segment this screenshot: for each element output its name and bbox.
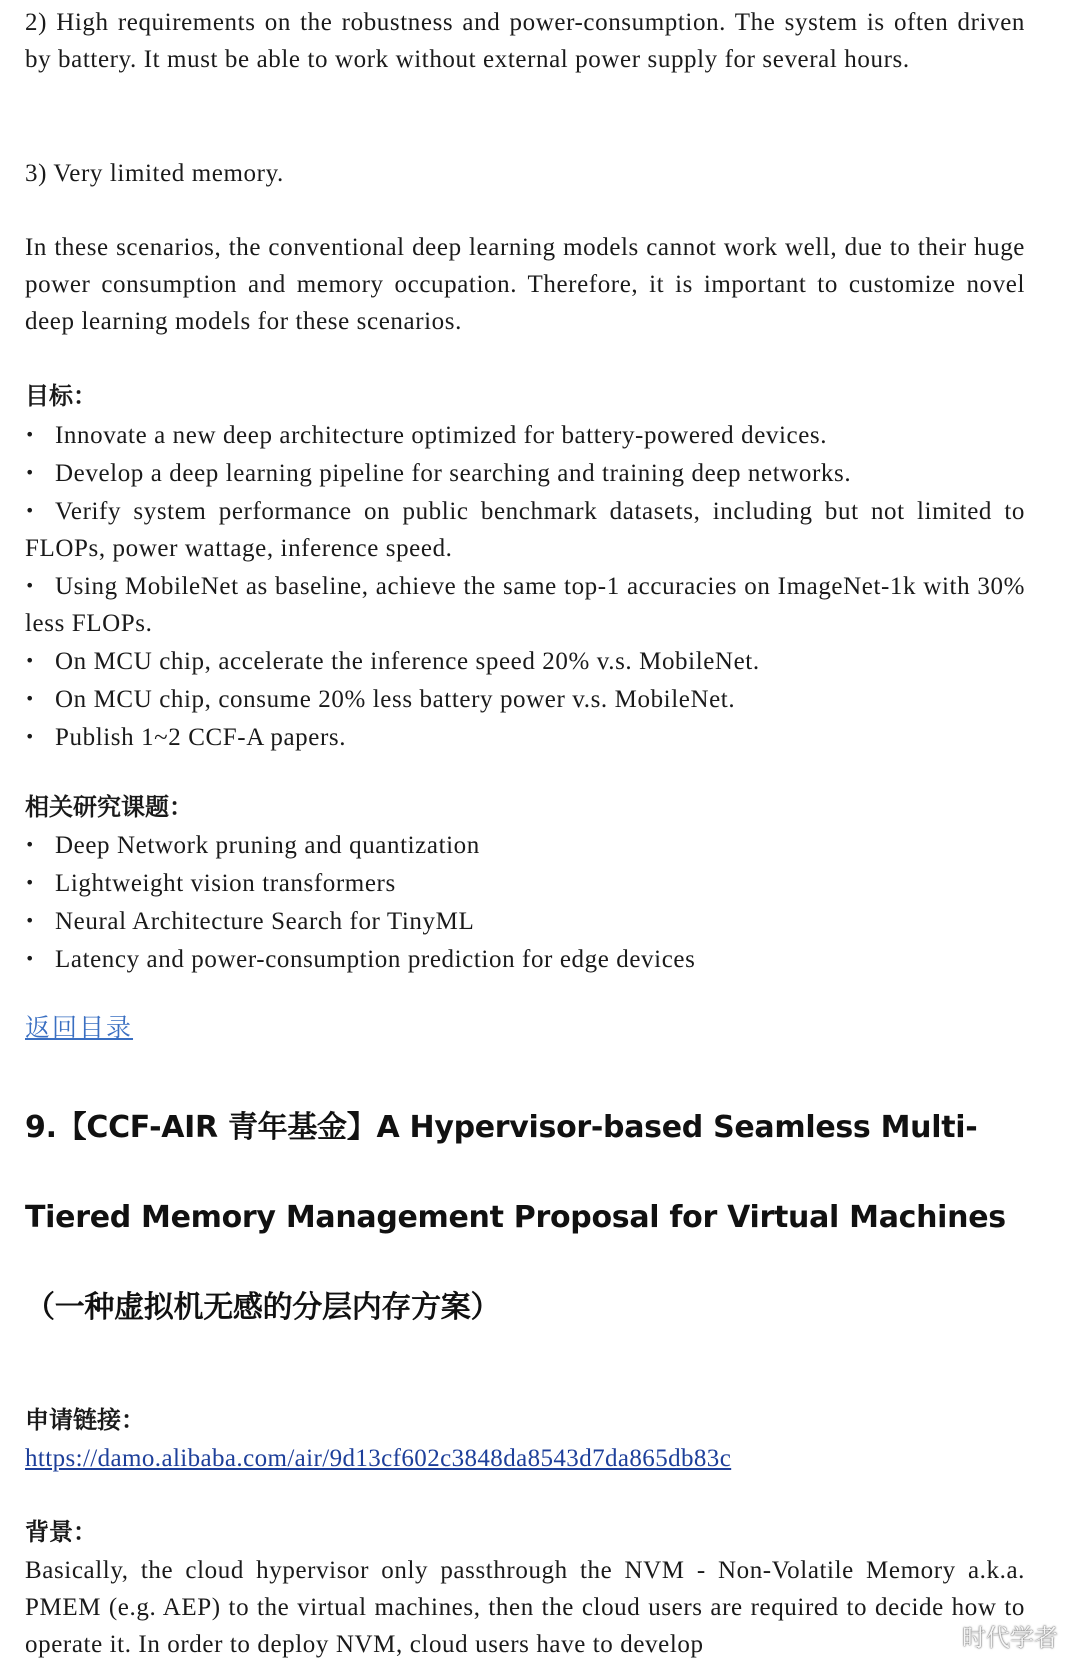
bullet-icon: •	[25, 651, 36, 670]
list-item: • Neural Architecture Search for TinyML	[25, 902, 1025, 940]
bullet-icon: •	[25, 576, 36, 595]
bullet-icon: •	[25, 873, 36, 892]
goals-list	[25, 416, 1025, 756]
background-heading: 背景：	[25, 1518, 97, 1546]
list-item: • Deep Network pruning and quantization	[25, 826, 1025, 864]
list-item: • Using MobileNet as baseline, achieve the same top-1 accuracies on ImageNet-1k with 30% less FLOPs.	[25, 567, 1025, 642]
list-item: • Lightweight vision transformers	[25, 864, 1025, 902]
paragraph-scenarios: In these scenarios, the conventional deep learning models cannot work well, due to their huge power consumption and memory occupation. Therefore, it is important to customize novel deep learning models for these scenarios.	[25, 234, 1025, 335]
list-item: • On MCU chip, accelerate the inference speed 20% v.s. MobileNet.	[25, 642, 1025, 680]
bullet-icon: •	[25, 689, 36, 708]
goals-heading: 目标：	[25, 382, 97, 410]
bullet-icon: •	[25, 835, 36, 854]
bullet-icon: •	[25, 911, 36, 930]
bullet-icon: •	[25, 727, 36, 746]
list-item: • Innovate a new deep architecture optimized for battery-powered devices.	[25, 416, 1025, 454]
bullet-icon: •	[25, 949, 36, 968]
bullet-icon: •	[25, 501, 36, 520]
wechat-icon	[922, 1622, 956, 1650]
list-item: • Verify system performance on public benchmark datasets, including but not limited to FLOPs, power wattage, inference speed.	[25, 492, 1025, 567]
watermark	[922, 1618, 1058, 1653]
section-title: 9.【CCF-AIR 青年基金】A Hypervisor-based Seamless Multi-Tiered Memory Management Proposal for Virtual Machines（一种虚拟机无感的分层内存方案）	[25, 1110, 1006, 1325]
application-url-link[interactable]: https://damo.alibaba.com/air/9d13cf602c3848da8543d7da865db83c	[25, 1445, 732, 1472]
watermark-text: 时代学者	[962, 1624, 1058, 1652]
topics-heading: 相关研究课题：	[25, 793, 193, 821]
bullet-icon: •	[25, 425, 36, 444]
list-item: • Publish 1~2 CCF-A papers.	[25, 718, 1025, 756]
background-paragraph: Basically, the cloud hypervisor only passthrough the NVM - Non-Volatile Memory a.k.a. PMEM (e.g. AEP) to the virtual machines, then the cloud users are required to decide how to operate it. In order to deploy NVM, cloud users have to develop	[25, 1557, 1025, 1658]
topics-list	[25, 826, 1025, 978]
list-item: • Develop a deep learning pipeline for searching and training deep networks.	[25, 454, 1025, 492]
paragraph-memory: 3) Very limited memory.	[25, 160, 284, 187]
paragraph-robustness: 2) High requirements on the robustness and power-consumption. The system is often driven by battery. It must be able to work without external power supply for several hours.	[25, 9, 1025, 73]
list-item: • On MCU chip, consume 20% less battery power v.s. MobileNet.	[25, 680, 1025, 718]
back-to-contents-link[interactable]: 返回目录	[25, 1013, 134, 1042]
application-link-heading: 申请链接：	[25, 1406, 145, 1434]
bullet-icon: •	[25, 463, 36, 482]
list-item: • Latency and power-consumption prediction for edge devices	[25, 940, 1025, 978]
